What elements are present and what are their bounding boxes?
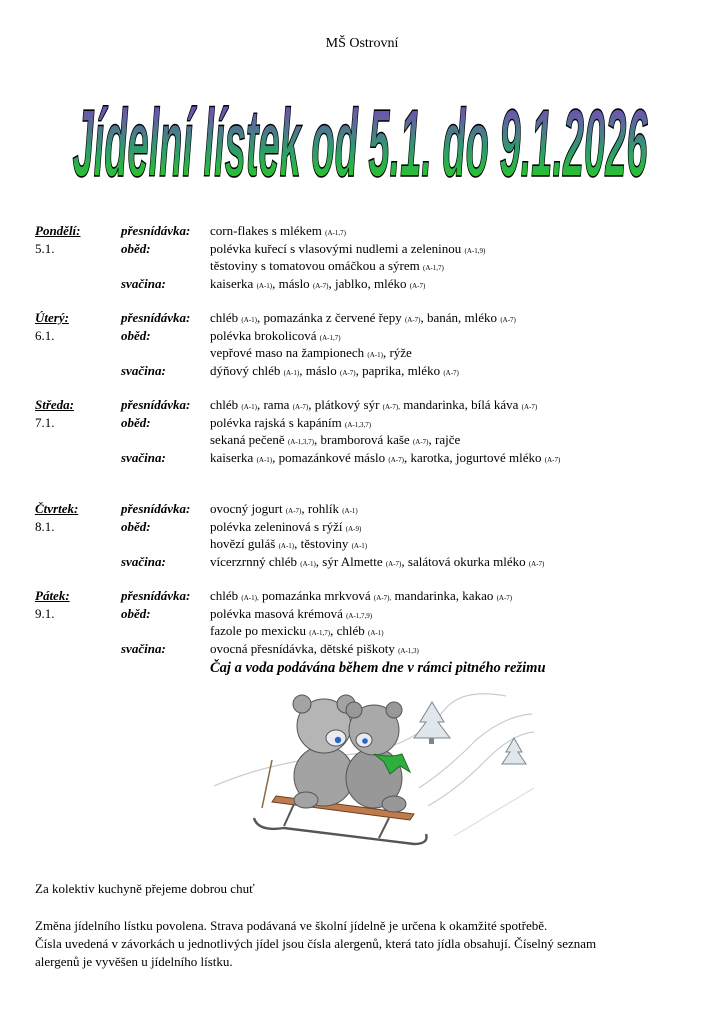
footer-line: alergenů je vyvěšen u jídelního lístku. xyxy=(35,954,233,969)
menu-line xyxy=(35,605,715,623)
meal-label: svačina: xyxy=(121,449,166,465)
menu-line xyxy=(35,449,715,467)
day-block xyxy=(35,500,715,570)
food-text: , paprika, mléko xyxy=(355,362,444,378)
meal-label: oběd: xyxy=(121,518,151,534)
food-text: , bramborová kaše xyxy=(314,432,413,447)
food-text: , rama xyxy=(256,397,293,412)
food-text: chléb xyxy=(210,310,242,325)
allergen-code: (A-1) xyxy=(256,455,273,464)
allergen-code: (A-7) xyxy=(292,403,309,411)
allergen-code: (A-1,7) xyxy=(325,229,346,237)
allergen-code: (A-7) xyxy=(528,559,545,568)
day-date: 5.1. xyxy=(35,240,55,256)
food-text: pomazánka mrkvová xyxy=(258,588,374,603)
menu-line xyxy=(35,362,715,380)
menu-line xyxy=(35,622,715,640)
allergen-code: (A-1) xyxy=(256,281,273,290)
weekly-menu xyxy=(35,222,715,679)
food-text: , máslo xyxy=(299,362,341,378)
allergen-code: (A-1) xyxy=(367,351,383,359)
allergen-code: (A-7) xyxy=(312,281,329,290)
food-text: , jablko, mléko xyxy=(328,275,410,291)
school-name: MŠ Ostrovní xyxy=(325,36,399,51)
food-text: polévka kuřecí s vlasovými nudlemi a zeleninou xyxy=(210,240,465,256)
allergen-code: (A-1,3,7) xyxy=(345,420,372,429)
allergen-code: (A-7) xyxy=(385,559,402,568)
allergen-code: (A-7), xyxy=(373,594,392,602)
food-text: , plátkový sýr xyxy=(308,397,383,412)
food-text: , rohlík xyxy=(301,501,343,516)
drinks-note: Čaj a voda podávána během dne v rámci pitného režimu xyxy=(210,660,546,676)
allergen-code: (A-1) xyxy=(367,629,384,637)
allergen-code: (A-7) xyxy=(388,455,404,464)
pine-tree-icon xyxy=(502,738,526,764)
food-text: vícerzrnný chléb xyxy=(210,553,301,569)
meal-label: přesnídávka: xyxy=(121,501,191,516)
day-date: 8.1. xyxy=(35,518,55,534)
meal-label: oběd: xyxy=(121,327,151,343)
menu-line xyxy=(35,240,715,258)
food-text: , rýže xyxy=(382,345,412,360)
food-text: kaiserka xyxy=(210,275,257,291)
food-text: polévka brokolicová xyxy=(210,327,320,343)
meal-label: přesnídávka: xyxy=(121,397,191,412)
day-name: Pátek: xyxy=(35,588,70,603)
food-text: fazole po mexicku xyxy=(210,623,310,638)
footer-line: Čísla uvedená v závorkách u jednotlivých jídel jsou čísla alergenů, která tato jídla obsahují. Číselný seznam xyxy=(35,936,597,951)
day-block xyxy=(35,222,715,292)
food-items xyxy=(210,449,560,470)
menu-line xyxy=(35,344,715,362)
allergen-code: (A-7) xyxy=(496,594,513,602)
allergen-code: (A-1) xyxy=(351,542,368,550)
menu-line xyxy=(35,414,715,432)
meal-label: oběd: xyxy=(121,414,151,430)
menu-title xyxy=(40,68,680,198)
day-name: Pondělí: xyxy=(35,223,81,238)
allergen-code: (A-1,9) xyxy=(464,246,486,255)
allergen-code: (A-1,7) xyxy=(319,333,341,342)
menu-line xyxy=(35,500,715,518)
menu-line xyxy=(35,518,715,536)
food-text: , banán, mléko xyxy=(420,310,501,325)
allergen-code: (A-1,3,7) xyxy=(287,438,315,446)
allergen-code: (A-7) xyxy=(340,368,356,377)
menu-line xyxy=(35,257,715,275)
allergen-code: (A-7) xyxy=(521,403,538,411)
food-text: ovocný jogurt xyxy=(210,501,286,516)
allergen-code: (A-7) xyxy=(544,455,561,464)
allergen-code: (A-1) xyxy=(283,368,300,377)
meal-label: oběd: xyxy=(121,605,151,621)
food-text: dýňový chléb xyxy=(210,362,284,378)
food-text: polévka rajská s kapáním xyxy=(210,414,346,430)
allergen-code: (A-7) xyxy=(285,507,302,515)
menu-line xyxy=(35,640,715,658)
food-text: chléb xyxy=(210,397,242,412)
allergen-code: (A-7), xyxy=(382,403,400,411)
menu-line xyxy=(35,587,715,605)
food-text: hovězí guláš xyxy=(210,536,279,551)
allergen-code: (A-1,7) xyxy=(423,264,444,272)
food-text: polévka masová krémová xyxy=(210,605,347,621)
pine-tree-icon xyxy=(414,702,450,744)
allergen-code: (A-9) xyxy=(345,524,362,533)
allergen-code: (A-7) xyxy=(412,438,429,446)
day-block xyxy=(35,587,715,679)
allergen-code: (A-1,7,9) xyxy=(346,611,373,620)
day-name: Čtvrtek: xyxy=(35,501,79,516)
meal-label: přesnídávka: xyxy=(121,310,191,325)
allergen-code: (A-1) xyxy=(241,316,257,324)
food-text: mandarinka, kakao xyxy=(391,588,497,603)
menu-line xyxy=(35,431,715,449)
meal-label: přesnídávka: xyxy=(121,588,191,603)
allergen-code: (A-1,3) xyxy=(398,646,419,655)
food-text: , pomazánkové máslo xyxy=(272,449,389,465)
title-wordart xyxy=(40,68,680,198)
day-block xyxy=(35,309,715,379)
menu-line xyxy=(35,553,715,571)
food-text: , sýr Almette xyxy=(315,553,386,569)
day-block xyxy=(35,396,715,466)
menu-line xyxy=(35,222,715,240)
menu-line xyxy=(35,275,715,293)
day-name: Úterý: xyxy=(35,310,69,325)
allergen-code: (A-1,7) xyxy=(309,629,331,637)
food-text: , rajče xyxy=(428,432,461,447)
menu-line xyxy=(35,309,715,327)
menu-line xyxy=(35,535,715,553)
food-text: , salátová okurka mléko xyxy=(401,553,529,569)
footer-notes xyxy=(35,917,695,971)
allergen-code: (A-1) xyxy=(241,403,257,411)
food-items xyxy=(210,553,544,574)
food-text: , máslo xyxy=(272,275,313,291)
food-text: ovocná přesnídávka, dětské piškoty xyxy=(210,640,399,656)
wish-text: Za kolektiv kuchyně přejeme dobrou chuť xyxy=(35,881,255,896)
food-text: , karotka, jogurtové mléko xyxy=(403,449,545,465)
menu-line xyxy=(35,327,715,345)
allergen-code: (A-1) xyxy=(278,542,295,550)
meal-label: svačina: xyxy=(121,640,166,656)
food-text: vepřové maso na žampionech xyxy=(210,345,368,360)
food-text: chléb xyxy=(210,588,242,603)
food-text: sekaná pečeně xyxy=(210,432,288,447)
food-text: , pomazánka z červené řepy xyxy=(256,310,405,325)
food-text: , chléb xyxy=(330,623,368,638)
day-date: 9.1. xyxy=(35,605,55,621)
allergen-code: (A-1), xyxy=(241,594,259,602)
teddy-bear-icon xyxy=(293,695,355,808)
title-text: Jídelní lístek od 5.1. do 9.1.2026 xyxy=(72,90,648,197)
teddy-bears-sled-illustration xyxy=(214,668,534,846)
food-text: polévka zeleninová s rýží xyxy=(210,518,346,534)
allergen-code: (A-7) xyxy=(404,316,421,324)
teddy-bear-icon xyxy=(346,702,410,812)
meal-label: svačina: xyxy=(121,362,166,378)
food-items xyxy=(210,275,425,296)
allergen-code: (A-7) xyxy=(409,281,426,290)
allergen-code: (A-7) xyxy=(500,316,516,324)
food-text: těstoviny s tomatovou omáčkou a sýrem xyxy=(210,258,424,273)
day-date: 6.1. xyxy=(35,327,55,343)
allergen-code: (A-1) xyxy=(300,559,316,568)
meal-label: svačina: xyxy=(121,553,166,569)
day-date: 7.1. xyxy=(35,414,55,430)
menu-line xyxy=(35,396,715,414)
meal-label: svačina: xyxy=(121,275,166,291)
allergen-code: (A-7) xyxy=(443,368,459,377)
food-text: , těstoviny xyxy=(294,536,352,551)
food-text: kaiserka xyxy=(210,449,257,465)
day-name: Středa: xyxy=(35,397,74,412)
meal-label: oběd: xyxy=(121,240,151,256)
food-text: corn-flakes s mlékem xyxy=(210,223,326,238)
food-items xyxy=(210,362,459,383)
footer-line: Změna jídelního lístku povolena. Strava podávaná ve školní jídelně je určena k okamžité spotřebě. xyxy=(35,918,548,933)
allergen-code: (A-1) xyxy=(342,507,358,515)
food-text: mandarinka, bílá káva xyxy=(399,397,522,412)
meal-label: přesnídávka: xyxy=(121,223,191,238)
